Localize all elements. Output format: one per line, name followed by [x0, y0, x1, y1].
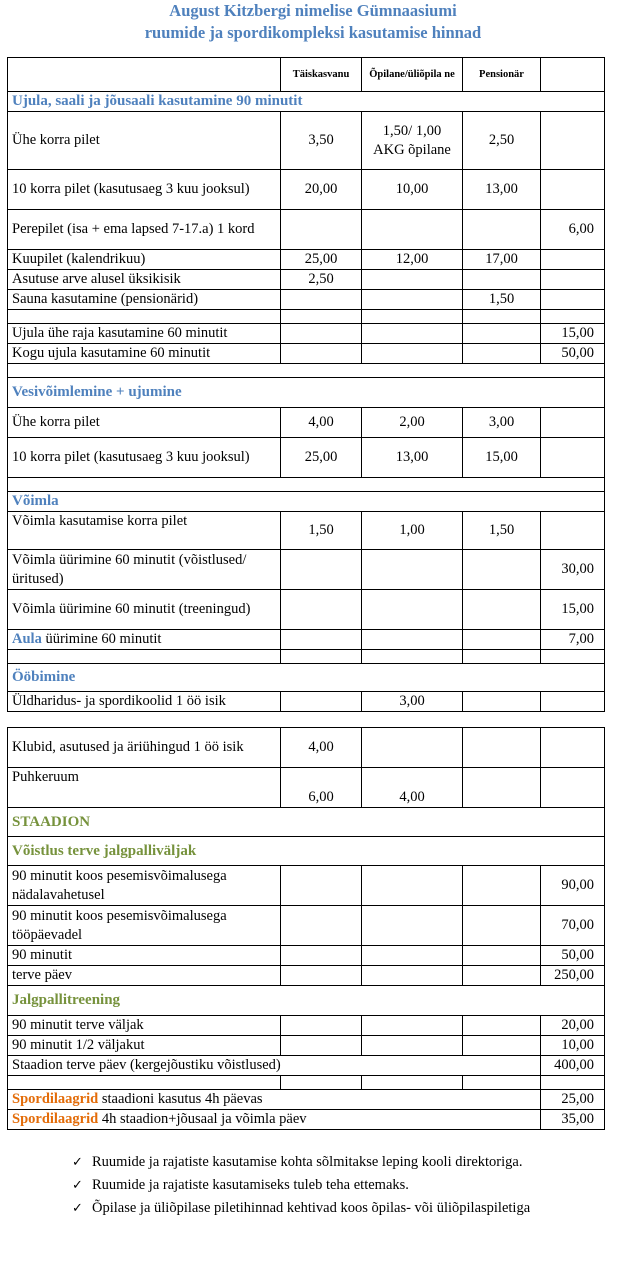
price-student: 12,00	[362, 250, 463, 270]
price-adult	[281, 550, 362, 590]
price-student	[362, 210, 463, 250]
table-row	[8, 438, 605, 478]
col-header-adult: Täiskasvanu	[281, 58, 362, 92]
section-header-ujula: Ujula, saali ja jõusaali kasutamine 90 minutit	[8, 92, 605, 112]
row-label: Võimla üürimine 60 minutit (treeningud)	[8, 590, 281, 630]
price-other	[541, 250, 605, 270]
row-label: 10 korra pilet (kasutusaeg 3 kuu jooksul)	[8, 170, 281, 210]
section-header-voimla: Võimla	[8, 492, 605, 512]
price-pensioner: 15,00	[463, 438, 541, 478]
price-student: 1,00	[362, 512, 463, 550]
price-aula: 7,00	[541, 630, 605, 650]
row-label: terve päev	[8, 966, 281, 986]
list-item: ✓ Õpilase ja üliõpilase piletihinnad kehtivad koos õpilas- või üliõpilaspiletiga	[72, 1198, 552, 1219]
price-table-continued	[7, 727, 605, 1130]
price-other	[541, 112, 605, 170]
row-label: Kuupilet (kalendrikuu)	[8, 250, 281, 270]
row-label-laager-2	[8, 1110, 541, 1130]
spacer-row	[8, 310, 605, 324]
col-header-student: Õpilane/üliõpila ne	[362, 58, 463, 92]
price-adult: 4,00	[281, 408, 362, 438]
price-pensioner	[463, 590, 541, 630]
table-row	[8, 324, 605, 344]
checkmark-icon: ✓	[72, 1155, 83, 1170]
price-other: 50,00	[541, 946, 605, 966]
row-label: 90 minutit koos pesemisvõimalusega tööpäevadel	[8, 906, 281, 946]
table-row	[8, 630, 605, 650]
row-label: Staadion terve päev (kergejõustiku võistlused)	[8, 1056, 541, 1076]
section-header-oobimine: Ööbimine	[8, 664, 605, 692]
title-line-1: August Kitzbergi nimelise Gümnaasiumi	[169, 1, 457, 20]
price-student	[362, 590, 463, 630]
price-other: 30,00	[541, 550, 605, 590]
table-row	[8, 966, 605, 986]
row-label: 90 minutit 1/2 väljakut	[8, 1036, 281, 1056]
section-header-voistlus: Võistlus terve jalgpalliväljak	[8, 837, 605, 866]
price-student	[362, 290, 463, 310]
price-adult: 25,00	[281, 438, 362, 478]
price-other: 90,00	[541, 866, 605, 906]
table-row	[8, 1036, 605, 1056]
table-row	[8, 1110, 605, 1130]
price-other	[541, 170, 605, 210]
laager-word: Spordilaagrid	[12, 1091, 99, 1107]
table-row	[8, 210, 605, 250]
row-label: 90 minutit terve väljak	[8, 1016, 281, 1036]
price-pensioner	[463, 270, 541, 290]
table-row	[8, 550, 605, 590]
table-row	[8, 590, 605, 630]
price-other: 15,00	[541, 324, 605, 344]
price-adult	[281, 344, 362, 364]
price-adult: 2,50	[281, 270, 362, 290]
row-label-aula	[8, 630, 281, 650]
row-label: Ühe korra pilet	[8, 112, 281, 170]
row-label: Sauna kasutamine (pensionärid)	[8, 290, 281, 310]
price-adult: 20,00	[281, 170, 362, 210]
table-row	[8, 906, 605, 946]
table-row	[8, 692, 605, 712]
table-row	[8, 290, 605, 310]
spacer-row	[8, 650, 605, 664]
row-label: Võimla üürimine 60 minutit (võistlused/üritused)	[8, 550, 281, 590]
price-adult: 25,00	[281, 250, 362, 270]
price-pensioner	[463, 210, 541, 250]
table-row	[8, 946, 605, 966]
col-header-pensioner: Pensionär	[463, 58, 541, 92]
price-pensioner: 17,00	[463, 250, 541, 270]
row-label: Võimla kasutamise korra pilet	[8, 512, 281, 550]
price-adult	[281, 324, 362, 344]
price-adult: 1,50	[281, 512, 362, 550]
row-label: Asutuse arve alusel üksikisik	[8, 270, 281, 290]
spacer-row	[8, 478, 605, 492]
aula-rest: üürimine 60 minutit	[41, 631, 162, 647]
price-student: 2,00	[362, 408, 463, 438]
spacer-row	[8, 364, 605, 378]
list-item: ✓ Ruumide ja rajatiste kasutamiseks tuleb teha ettemaks.	[72, 1175, 552, 1196]
table-row	[8, 250, 605, 270]
price-pensioner: 13,00	[463, 170, 541, 210]
price-other: 10,00	[541, 1036, 605, 1056]
price-student	[362, 324, 463, 344]
price-student	[362, 270, 463, 290]
table-row	[8, 512, 605, 550]
price-adult	[281, 290, 362, 310]
row-label: Ühe korra pilet	[8, 408, 281, 438]
table-row	[8, 768, 605, 808]
price-adult: 4,00	[281, 728, 362, 768]
price-pensioner: 2,50	[463, 112, 541, 170]
row-label-laager-1	[8, 1090, 541, 1110]
price-pensioner	[463, 344, 541, 364]
laager-word: Spordilaagrid	[12, 1111, 99, 1127]
table-row	[8, 270, 605, 290]
price-student	[362, 550, 463, 590]
section-header-vesivoimlemine: Vesivõimlemine + ujumine	[8, 378, 605, 408]
price-other	[541, 512, 605, 550]
table-row	[8, 728, 605, 768]
price-adult	[281, 210, 362, 250]
price-pensioner: 3,00	[463, 408, 541, 438]
notes-list	[72, 1152, 552, 1221]
price-pensioner: 1,50	[463, 290, 541, 310]
table-row	[8, 1056, 605, 1076]
checkmark-icon: ✓	[72, 1201, 83, 1216]
price-adult	[281, 590, 362, 630]
row-label: Puhkeruum	[8, 768, 281, 808]
section-header-staadion: STAADION	[8, 808, 605, 837]
page-title	[0, 0, 626, 44]
checkmark-icon: ✓	[72, 1178, 83, 1193]
table-row	[8, 1016, 605, 1036]
title-line-2: ruumide ja spordikompleksi kasutamise hinnad	[144, 23, 482, 42]
table-row	[8, 344, 605, 364]
price-other	[541, 408, 605, 438]
aula-word: Aula	[12, 631, 42, 647]
price-other: 35,00	[541, 1110, 605, 1130]
price-other: 25,00	[541, 1090, 605, 1110]
row-label: Klubid, asutused ja äriühingud 1 öö isik	[8, 728, 281, 768]
price-pensioner	[463, 324, 541, 344]
row-label: Kogu ujula kasutamine 60 minutit	[8, 344, 281, 364]
spacer-row	[8, 1076, 605, 1090]
price-student: 13,00	[362, 438, 463, 478]
price-other: 6,00	[541, 210, 605, 250]
table-row	[8, 408, 605, 438]
laager-rest: 4h staadion+jõusaal ja võimla päev	[98, 1111, 307, 1127]
price-student: 4,00	[362, 768, 463, 808]
price-other: 50,00	[541, 344, 605, 364]
table-row	[8, 866, 605, 906]
row-label: 90 minutit koos pesemisvõimalusega nädalavahetusel	[8, 866, 281, 906]
price-student: 10,00	[362, 170, 463, 210]
row-label: 10 korra pilet (kasutusaeg 3 kuu jooksul)	[8, 438, 281, 478]
price-student: 1,50/ 1,00 AKG õpilane	[362, 112, 463, 170]
table-row	[8, 1090, 605, 1110]
price-adult: 6,00	[281, 768, 362, 808]
price-student: 3,00	[362, 692, 463, 712]
table-row	[8, 170, 605, 210]
price-other	[541, 438, 605, 478]
price-other	[541, 290, 605, 310]
row-label: Perepilet (isa + ema lapsed 7-17.a) 1 kord	[8, 210, 281, 250]
section-header-jalgpallitreening: Jalgpallitreening	[8, 986, 605, 1016]
header-row	[8, 58, 605, 92]
price-other: 250,00	[541, 966, 605, 986]
row-label: 90 minutit	[8, 946, 281, 966]
price-table-main	[7, 57, 605, 712]
row-label: Üldharidus- ja spordikoolid 1 öö isik	[8, 692, 281, 712]
price-other: 15,00	[541, 590, 605, 630]
price-student	[362, 344, 463, 364]
price-adult: 3,50	[281, 112, 362, 170]
price-other: 70,00	[541, 906, 605, 946]
price-other: 400,00	[541, 1056, 605, 1076]
price-other: 20,00	[541, 1016, 605, 1036]
table-row	[8, 112, 605, 170]
price-pensioner	[463, 550, 541, 590]
price-other	[541, 270, 605, 290]
list-item: ✓ Ruumide ja rajatiste kasutamise kohta sõlmitakse leping kooli direktoriga.	[72, 1152, 552, 1173]
row-label: Ujula ühe raja kasutamine 60 minutit	[8, 324, 281, 344]
price-pensioner: 1,50	[463, 512, 541, 550]
laager-rest: staadioni kasutus 4h päevas	[98, 1091, 263, 1107]
